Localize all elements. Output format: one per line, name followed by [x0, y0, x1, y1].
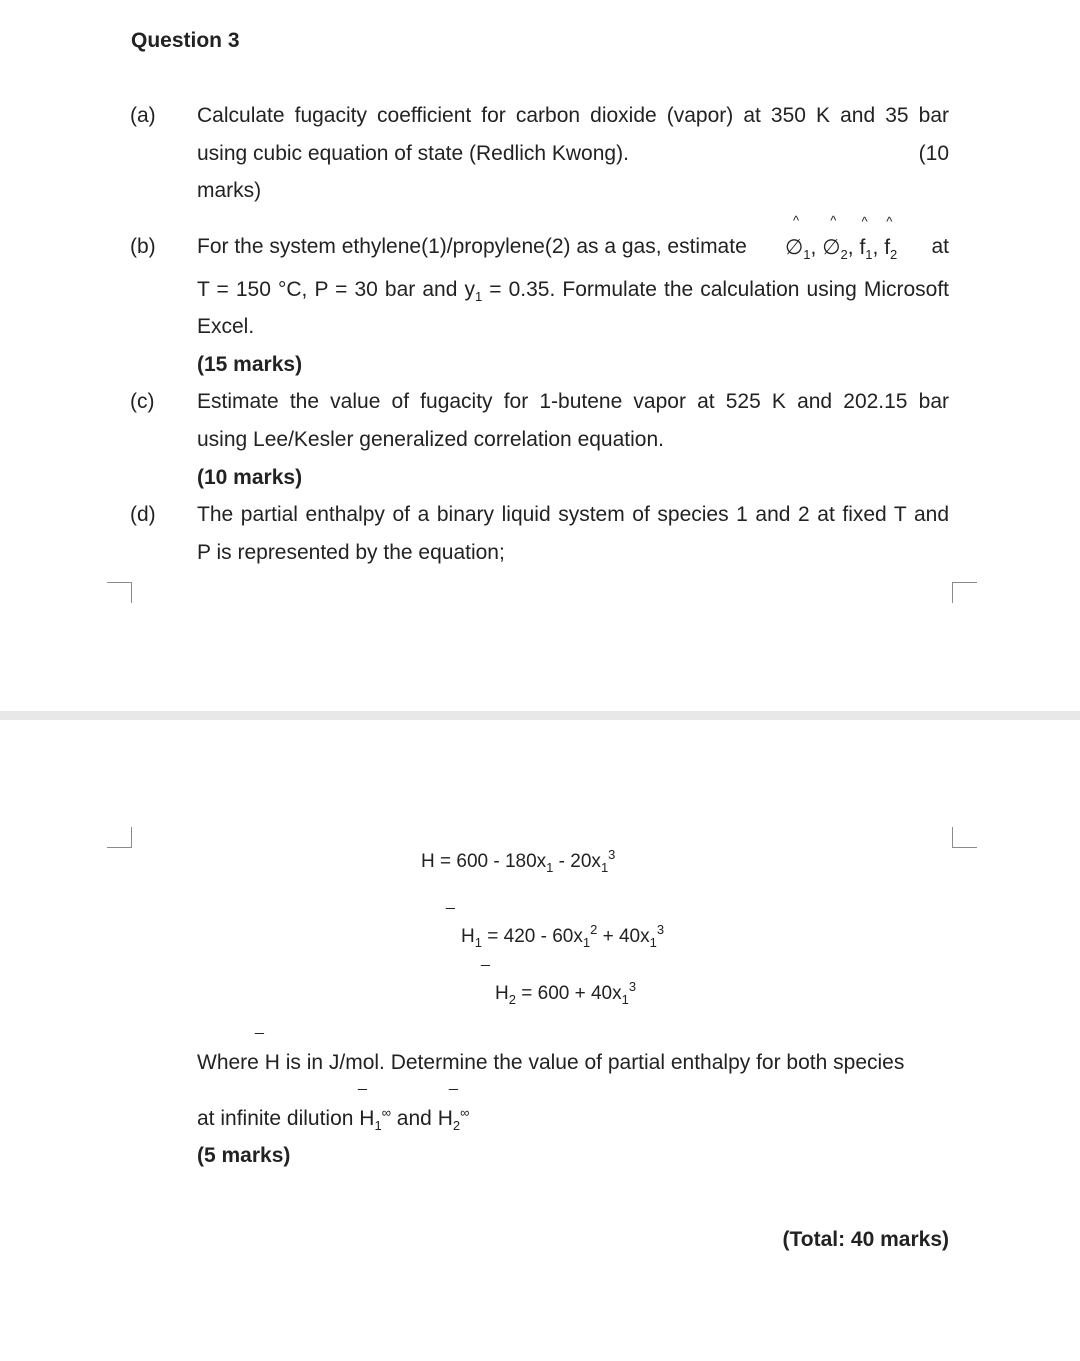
- eq2-exp1: 2: [590, 922, 598, 937]
- part-b-line3: Excel.: [197, 315, 255, 338]
- f-symbol: f: [859, 236, 866, 259]
- equation-partial-h2: [495, 979, 637, 1007]
- part-c-marks: (10 marks): [197, 466, 303, 489]
- part-b-line1-at: at: [931, 235, 949, 258]
- part-a-line2: using cubic equation of state (Redlich Kwong).: [197, 142, 629, 165]
- part-a-line1: Calculate fugacity coefficient for carbon dioxide (vapor) at 350 K and 35 bar: [197, 104, 949, 127]
- eq3-lhs-sub: 2: [508, 992, 516, 1007]
- equation-partial-h1: [461, 922, 665, 950]
- eq1-exp: 3: [608, 847, 616, 862]
- symbol-comma: ,: [847, 236, 854, 259]
- inf-start: at infinite dilution: [197, 1107, 360, 1130]
- inf-sub1: 1: [374, 1118, 382, 1133]
- part-a-marks-close: marks): [197, 179, 262, 202]
- part-d-line2: P is represented by the equation;: [197, 541, 505, 564]
- page-corner-mark: [107, 582, 132, 603]
- phi-symbol: ∅: [822, 236, 841, 259]
- infinity-symbol: ∞: [460, 1105, 470, 1120]
- eq2-lhs-sub: 1: [474, 935, 482, 950]
- part-b-label: (b): [130, 235, 156, 258]
- symbol-comma: ,: [872, 236, 879, 259]
- part-b-line2-start: T = 150 °C, P = 30 bar and y: [197, 278, 475, 301]
- page-separator: [0, 711, 1080, 720]
- page-corner-mark: [952, 582, 977, 603]
- eq2-sub1: 1: [582, 935, 591, 950]
- question-title: Question 3: [131, 29, 240, 52]
- eq3-lhs: H: [495, 983, 509, 1004]
- eq1-lhs: H = 600 - 180x: [421, 851, 547, 872]
- inf-h1: H: [359, 1107, 375, 1130]
- part-b-line1-text: For the system ethylene(1)/propylene(2) as a gas, estimate: [197, 235, 747, 258]
- phi-hat-1: [785, 213, 811, 262]
- f-symbol: f: [884, 236, 891, 259]
- where-h: H: [264, 1051, 280, 1074]
- eq1-sub2: 1: [600, 860, 609, 875]
- eq2-sub2: 1: [649, 935, 657, 950]
- part-a-marks-open: (10: [918, 142, 949, 165]
- f-sub-2: 2: [890, 247, 898, 262]
- part-d-line1: The partial enthalpy of a binary liquid system of species 1 and 2 at fixed T and: [197, 503, 949, 526]
- where-start: Where: [197, 1051, 265, 1074]
- f-hat-1: [859, 214, 873, 262]
- hat-mark: ^: [886, 214, 893, 229]
- f-hat-2: [884, 214, 898, 262]
- part-b-marks: (15 marks): [197, 353, 303, 376]
- f-sub-1: 1: [865, 247, 873, 262]
- phi-sub-2: 2: [840, 247, 848, 262]
- eq2-rhs1: = 420 - 60x: [481, 926, 583, 947]
- where-line: [197, 1051, 904, 1075]
- eq3-rhs: = 600 + 40x: [515, 983, 622, 1004]
- eq3-sub1: 1: [621, 992, 629, 1007]
- inf-sub2: 2: [452, 1118, 461, 1133]
- infinity-symbol: ∞: [381, 1105, 391, 1120]
- y-subscript: 1: [474, 289, 483, 304]
- overbar-h1-inf: _: [358, 1074, 367, 1091]
- symbol-comma: ,: [810, 236, 817, 259]
- phi-sub-1: 1: [803, 247, 811, 262]
- part-c-label: (c): [130, 390, 155, 413]
- eq2-lhs: H: [461, 926, 475, 947]
- where-end: is in J/mol. Determine the value of partial enthalpy for both species: [279, 1051, 905, 1074]
- part-b-line2: [197, 278, 949, 302]
- part-d-label: (d): [130, 503, 156, 526]
- part-a-label: (a): [130, 104, 156, 127]
- eq2-exp2: 3: [656, 922, 665, 937]
- eq1-sub1: 1: [546, 860, 554, 875]
- overbar-h: _: [255, 1018, 264, 1035]
- page-corner-mark: [107, 827, 132, 848]
- phi-hat-2: [822, 213, 848, 262]
- hat-mark: ^: [793, 213, 800, 228]
- page-corner-mark: [952, 827, 977, 848]
- part-d-marks: (5 marks): [197, 1144, 291, 1167]
- equation-total-enthalpy: [421, 847, 616, 875]
- overbar-h2: _: [481, 950, 490, 967]
- infinite-dilution-line: [197, 1107, 469, 1131]
- part-c-line2: using Lee/Kesler generalized correlation equation.: [197, 428, 664, 451]
- inf-h2: H: [437, 1107, 453, 1130]
- hat-mark: ^: [861, 214, 868, 229]
- phi-symbol: ∅: [785, 236, 804, 259]
- eq3-exp: 3: [628, 979, 637, 994]
- total-marks: (Total: 40 marks): [782, 1228, 949, 1251]
- eq1-mid: - 20x: [553, 851, 601, 872]
- overbar-h2-inf: _: [449, 1074, 458, 1091]
- hat-mark: ^: [830, 213, 837, 228]
- part-b-symbols: [785, 213, 898, 262]
- part-c-line1: Estimate the value of fugacity for 1-butene vapor at 525 K and 202.15 bar: [197, 390, 949, 413]
- inf-and: and: [390, 1107, 438, 1130]
- overbar-h1: _: [446, 893, 455, 910]
- eq2-rhs2: + 40x: [597, 926, 650, 947]
- part-b-line2-end: = 0.35. Formulate the calculation using Microsoft: [482, 278, 949, 301]
